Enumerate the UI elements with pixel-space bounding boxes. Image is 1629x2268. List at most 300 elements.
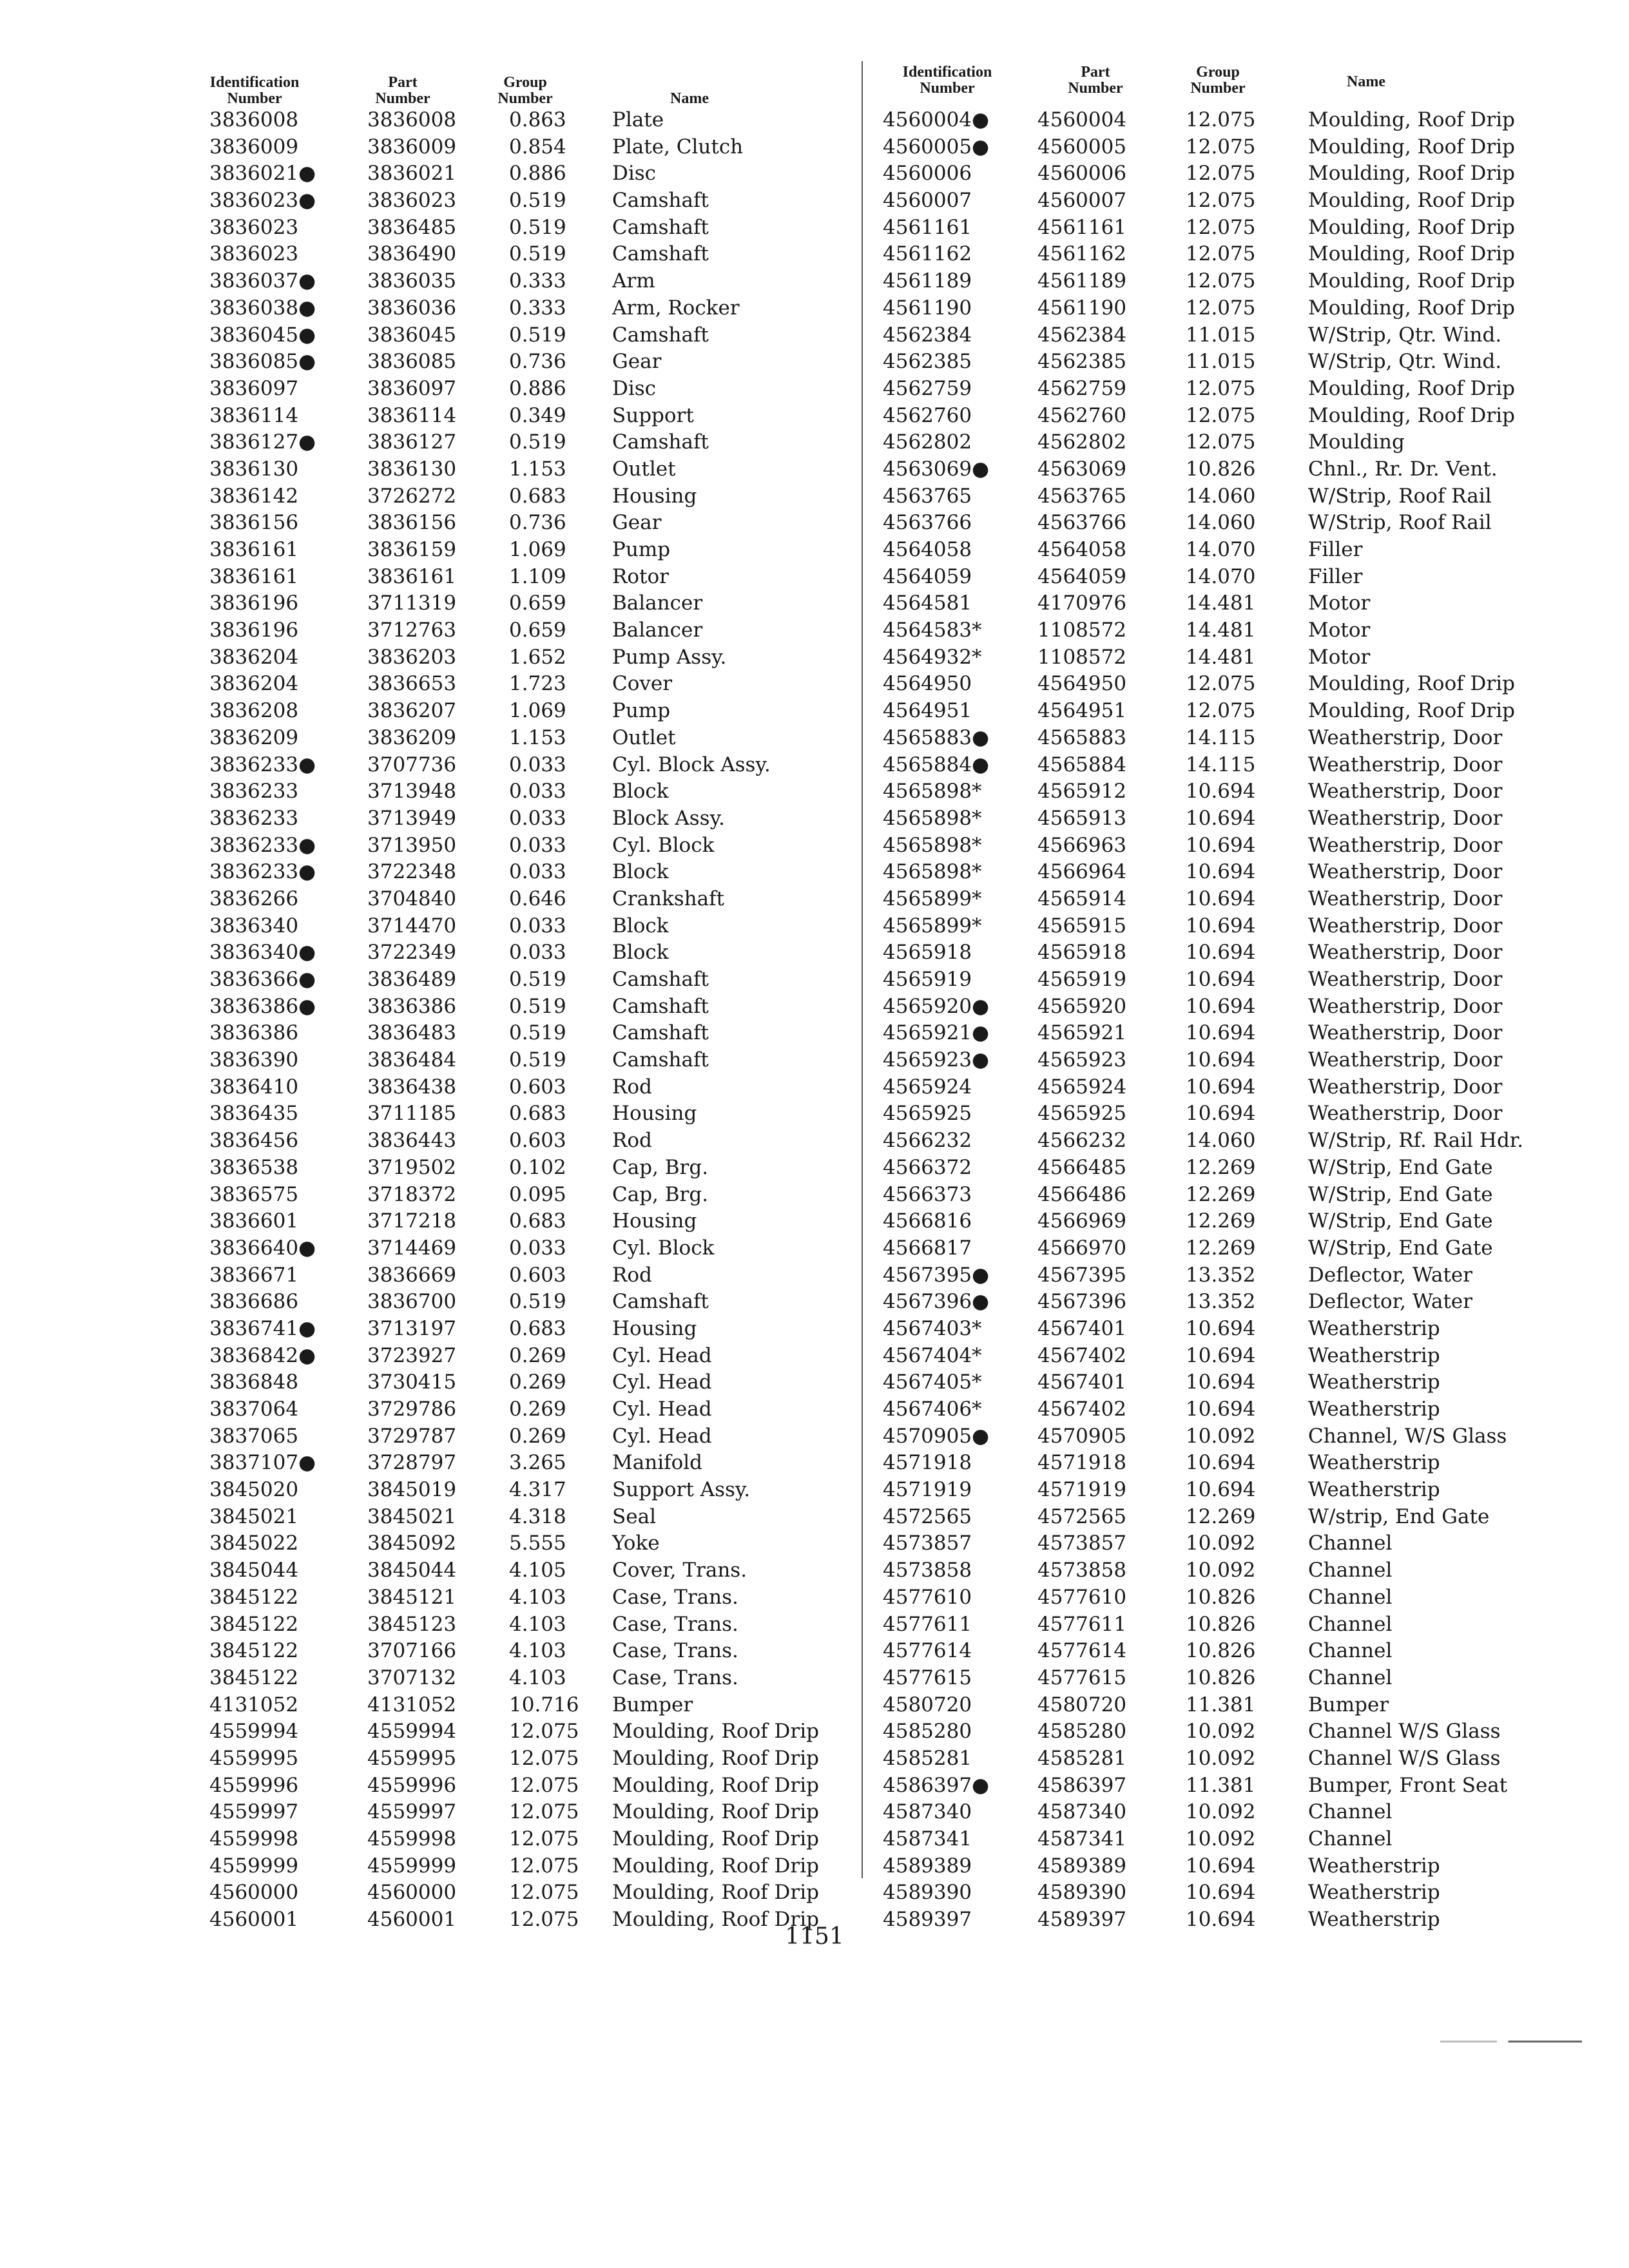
group-number-cell: 14.481 xyxy=(1186,591,1256,615)
table-row xyxy=(876,886,1585,913)
part-name-cell: Case, Trans. xyxy=(612,1585,738,1609)
part-name-cell: Outlet xyxy=(612,457,676,481)
part-name-cell: Weatherstrip xyxy=(1308,1343,1440,1367)
group-number-cell: 0.102 xyxy=(509,1155,566,1179)
part-name-cell: Bumper xyxy=(1308,1693,1389,1716)
table-row xyxy=(876,1208,1585,1235)
part-number-cell: 4585280 xyxy=(1037,1720,1127,1744)
part-number-cell: 4560006 xyxy=(1037,162,1127,186)
part-name-cell: Weatherstrip, Door xyxy=(1308,941,1503,965)
part-name-cell: Rod xyxy=(612,1075,652,1099)
group-number-cell: 10.694 xyxy=(1186,806,1256,830)
part-name-cell: Housing xyxy=(612,484,697,508)
group-number-cell: 10.694 xyxy=(1186,1343,1256,1367)
table-row xyxy=(180,429,857,456)
part-number-cell: 3726272 xyxy=(367,484,457,508)
group-number-cell: 4.103 xyxy=(509,1612,566,1636)
id-number-cell: 4565898* xyxy=(883,780,982,803)
part-name-cell: Balancer xyxy=(612,619,703,642)
part-number-cell: 3704840 xyxy=(367,887,457,910)
part-number-cell: 4566486 xyxy=(1037,1182,1127,1206)
group-number-cell: 0.033 xyxy=(509,860,566,884)
id-number-cell: 4561190 xyxy=(883,296,972,320)
table-row xyxy=(180,322,857,349)
part-number-cell: 4567401 xyxy=(1037,1316,1127,1340)
table-row xyxy=(876,617,1585,644)
part-number-cell: 4577611 xyxy=(1037,1612,1127,1636)
id-number-cell: 3836142 xyxy=(209,484,299,508)
group-number-cell: 12.075 xyxy=(1186,376,1256,400)
part-number-cell: 4565912 xyxy=(1037,780,1127,803)
table-row xyxy=(876,160,1585,187)
part-name-cell: Weatherstrip xyxy=(1308,1370,1440,1394)
group-number-cell: 0.886 xyxy=(509,376,566,400)
table-row xyxy=(180,1530,857,1557)
part-name-cell: Deflector, Water xyxy=(1308,1263,1473,1287)
part-name-cell: W/Strip, End Gate xyxy=(1308,1182,1493,1206)
id-number-cell: 3837064 xyxy=(209,1398,299,1421)
table-row xyxy=(876,376,1585,403)
table-row xyxy=(180,752,857,779)
group-number-cell: 11.381 xyxy=(1186,1693,1256,1716)
id-number-cell: 4566817 xyxy=(883,1236,972,1260)
part-name-cell: Deflector, Water xyxy=(1308,1290,1473,1314)
id-number-cell: 3836037● xyxy=(209,269,316,293)
part-number-cell: 4564058 xyxy=(1037,538,1127,561)
group-number-cell: 0.659 xyxy=(509,619,566,642)
group-number-cell: 0.646 xyxy=(509,887,566,910)
part-number-cell: 4566970 xyxy=(1037,1236,1127,1260)
table-row xyxy=(180,1316,857,1343)
group-number-cell: 0.519 xyxy=(509,189,566,213)
id-number-cell: 4559995 xyxy=(209,1746,299,1770)
group-number-cell: 4.105 xyxy=(509,1559,566,1582)
group-number-cell: 12.075 xyxy=(1186,699,1256,723)
part-number-cell: 4577614 xyxy=(1037,1639,1127,1663)
id-number-cell: 3836045● xyxy=(209,323,316,347)
table-row xyxy=(876,215,1585,242)
group-number-cell: 0.033 xyxy=(509,1236,566,1260)
table-row xyxy=(876,134,1585,161)
part-number-cell: 3845092 xyxy=(367,1532,457,1555)
group-number-cell: 10.694 xyxy=(1186,1075,1256,1099)
part-name-cell: Weatherstrip, Door xyxy=(1308,1102,1503,1126)
id-number-cell: 3845122 xyxy=(209,1666,299,1689)
group-number-cell: 0.033 xyxy=(509,806,566,830)
table-row xyxy=(180,617,857,644)
part-number-cell: 4561161 xyxy=(1037,215,1127,239)
id-number-cell: 3836390 xyxy=(209,1048,299,1072)
part-number-cell: 4589389 xyxy=(1037,1854,1127,1878)
part-number-cell: 3836114 xyxy=(367,403,457,427)
id-number-cell: 3845122 xyxy=(209,1612,299,1636)
id-number-cell: 4589390 xyxy=(883,1881,972,1905)
group-number-cell: 1.652 xyxy=(509,645,566,669)
part-name-cell: Weatherstrip xyxy=(1308,1908,1440,1932)
id-number-cell: 3836575 xyxy=(209,1182,299,1206)
name-header: Name xyxy=(670,90,709,107)
part-name-cell: Seal xyxy=(612,1504,656,1528)
group-number-cell: 12.075 xyxy=(509,1827,579,1850)
id-number-cell: 4560004● xyxy=(883,108,990,131)
table-row xyxy=(876,1316,1585,1343)
part-number-cell: 4571918 xyxy=(1037,1451,1127,1475)
part-number-cell: 4565883 xyxy=(1037,726,1127,749)
table-row xyxy=(180,994,857,1021)
id-number-cell: 3845122 xyxy=(209,1585,299,1609)
part-number-cell: 3712763 xyxy=(367,619,457,642)
id-number-cell: 4563766 xyxy=(883,511,972,535)
id-number-cell: 3836741● xyxy=(209,1316,316,1340)
part-number-cell: 3722348 xyxy=(367,860,457,884)
id-number-cell: 4580720 xyxy=(883,1693,972,1716)
id-number-cell: 3836021● xyxy=(209,162,316,186)
part-name-cell: W/Strip, End Gate xyxy=(1308,1155,1493,1179)
group-number-cell: 1.069 xyxy=(509,538,566,561)
group-number-cell: 0.603 xyxy=(509,1263,566,1287)
part-name-cell: Weatherstrip, Door xyxy=(1308,833,1503,857)
part-number-cell: 4559994 xyxy=(367,1720,457,1744)
id-number-cell: 4561162 xyxy=(883,242,972,266)
id-number-cell: 3836640● xyxy=(209,1236,316,1260)
part-name-cell: Camshaft xyxy=(612,968,709,991)
group-number-cell: 12.075 xyxy=(1186,189,1256,213)
part-name-cell: Camshaft xyxy=(612,994,709,1018)
table-row xyxy=(180,644,857,671)
part-name-cell: W/Strip, Roof Rail xyxy=(1308,484,1492,508)
id-number-cell: 4560000 xyxy=(209,1881,299,1905)
part-name-cell: Camshaft xyxy=(612,430,709,454)
part-name-cell: Weatherstrip xyxy=(1308,1881,1440,1905)
part-number-cell: 3836097 xyxy=(367,376,457,400)
id-number-cell: 4589397 xyxy=(883,1908,972,1932)
id-number-cell: 4567403* xyxy=(883,1316,982,1340)
table-row xyxy=(180,1128,857,1155)
id-number-cell: 4587341 xyxy=(883,1827,972,1850)
part-name-cell: Weatherstrip, Door xyxy=(1308,887,1503,910)
part-number-cell: 4571919 xyxy=(1037,1478,1127,1502)
group-number-header: Group Number xyxy=(497,74,553,107)
group-number-cell: 0.683 xyxy=(509,484,566,508)
part-name-cell: Plate xyxy=(612,108,664,131)
part-name-cell: Weatherstrip, Door xyxy=(1308,994,1503,1018)
table-row xyxy=(876,752,1585,779)
part-number-cell: 4567395 xyxy=(1037,1263,1127,1287)
column-divider xyxy=(862,61,863,1878)
id-number-cell: 4567405* xyxy=(883,1370,982,1394)
part-number-cell: 3729786 xyxy=(367,1398,457,1421)
part-name-cell: Camshaft xyxy=(612,242,709,266)
table-row xyxy=(180,1745,857,1773)
group-number-cell: 10.694 xyxy=(1186,1048,1256,1072)
id-number-cell: 4561161 xyxy=(883,215,972,239)
part-number-cell: 4562760 xyxy=(1037,403,1127,427)
part-name-cell: Bumper xyxy=(612,1693,693,1716)
group-number-cell: 0.349 xyxy=(509,403,566,427)
part-name-cell: Weatherstrip xyxy=(1308,1451,1440,1475)
part-number-cell: 3836159 xyxy=(367,538,457,561)
part-number-cell: 3836438 xyxy=(367,1075,457,1099)
part-name-cell: Moulding, Roof Drip xyxy=(1308,242,1515,266)
part-number-cell: 4570905 xyxy=(1037,1424,1127,1448)
part-number-cell: 3845021 xyxy=(367,1504,457,1528)
part-number-cell: 4561189 xyxy=(1037,269,1127,293)
table-row xyxy=(876,1423,1585,1450)
part-name-cell: Moulding, Roof Drip xyxy=(1308,403,1515,427)
group-number-cell: 12.075 xyxy=(509,1881,579,1905)
part-number-cell: 3714470 xyxy=(367,914,457,937)
table-row xyxy=(876,1611,1585,1639)
id-number-cell: 4586397● xyxy=(883,1773,990,1797)
id-number-cell: 3845020 xyxy=(209,1478,299,1502)
id-number-cell: 3836008 xyxy=(209,108,299,131)
part-number-cell: 3836023 xyxy=(367,189,457,213)
part-number-cell: 3711185 xyxy=(367,1102,457,1126)
part-name-cell: Case, Trans. xyxy=(612,1666,738,1689)
part-number-cell: 3718372 xyxy=(367,1182,457,1206)
group-number-cell: 0.683 xyxy=(509,1209,566,1233)
group-number-cell: 10.694 xyxy=(1186,914,1256,937)
group-number-cell: 12.075 xyxy=(509,1854,579,1878)
table-row xyxy=(876,1100,1585,1128)
table-row xyxy=(876,1128,1585,1155)
id-number-cell: 3836366● xyxy=(209,968,316,991)
table-row xyxy=(876,1477,1585,1504)
id-number-cell: 4562760 xyxy=(883,403,972,427)
part-name-cell: Weatherstrip, Door xyxy=(1308,968,1503,991)
part-name-cell: Gear xyxy=(612,511,662,535)
part-name-cell: Block xyxy=(612,780,669,803)
part-number-cell: 4561162 xyxy=(1037,242,1127,266)
table-row xyxy=(876,1530,1585,1557)
part-name-cell: Weatherstrip, Door xyxy=(1308,753,1503,776)
group-number-cell: 12.075 xyxy=(1186,430,1256,454)
id-number-cell: 3836386● xyxy=(209,994,316,1018)
part-number-cell: 4131052 xyxy=(367,1693,457,1716)
table-row xyxy=(180,1718,857,1745)
table-row xyxy=(180,1477,857,1504)
group-number-cell: 10.694 xyxy=(1186,833,1256,857)
table-row xyxy=(180,1396,857,1423)
part-name-cell: Moulding, Roof Drip xyxy=(1308,135,1515,159)
id-number-cell: 4560001 xyxy=(209,1908,299,1932)
id-number-cell: 3836196 xyxy=(209,619,299,642)
id-number-cell: 3836196 xyxy=(209,591,299,615)
part-number-cell: 4565921 xyxy=(1037,1021,1127,1045)
part-name-cell: Moulding, Roof Drip xyxy=(612,1854,819,1878)
group-number-cell: 12.075 xyxy=(1186,162,1256,186)
part-name-cell: Channel xyxy=(1308,1666,1393,1689)
part-name-cell: Weatherstrip, Door xyxy=(1308,1075,1503,1099)
group-number-cell: 10.694 xyxy=(1186,1908,1256,1932)
part-number-cell: 4563069 xyxy=(1037,457,1127,481)
part-name-cell: Filler xyxy=(1308,564,1363,588)
part-name-cell: Disc xyxy=(612,162,657,186)
part-number-cell: 4566485 xyxy=(1037,1155,1127,1179)
id-number-cell: 4563765 xyxy=(883,484,972,508)
part-name-cell: Moulding, Roof Drip xyxy=(1308,672,1515,696)
part-number-cell: 3719502 xyxy=(367,1155,457,1179)
group-number-cell: 1.723 xyxy=(509,672,566,696)
table-row xyxy=(876,698,1585,725)
table-row xyxy=(180,1773,857,1800)
group-number-cell: 10.694 xyxy=(1186,1316,1256,1340)
id-number-cell: 3836156 xyxy=(209,511,299,535)
table-row xyxy=(180,456,857,483)
part-name-cell: Camshaft xyxy=(612,1048,709,1072)
part-name-cell: Housing xyxy=(612,1209,697,1233)
id-number-cell: 3836209 xyxy=(209,726,299,749)
id-number-cell: 4565920● xyxy=(883,994,990,1018)
id-number-cell: 3836023● xyxy=(209,189,316,213)
group-number-cell: 1.153 xyxy=(509,726,566,749)
id-number-cell: 4573857 xyxy=(883,1532,972,1555)
group-number-cell: 10.826 xyxy=(1186,1612,1256,1636)
id-number-cell: 4571919 xyxy=(883,1478,972,1502)
group-number-cell: 10.694 xyxy=(1186,941,1256,965)
part-name-cell: Channel W/S Glass xyxy=(1308,1720,1501,1744)
part-number-cell: 4559997 xyxy=(367,1800,457,1824)
id-number-cell: 3836410 xyxy=(209,1075,299,1099)
part-number-cell: 3836386 xyxy=(367,994,457,1018)
table-row xyxy=(180,349,857,376)
part-name-cell: W/Strip, Qtr. Wind. xyxy=(1308,350,1502,374)
id-number-cell: 3836085● xyxy=(209,350,316,374)
part-name-cell: Weatherstrip, Door xyxy=(1308,806,1503,830)
name-header: Name xyxy=(1347,73,1385,90)
table-row xyxy=(876,429,1585,456)
part-number-cell: 4567402 xyxy=(1037,1343,1127,1367)
table-row xyxy=(180,1879,857,1907)
table-row xyxy=(876,1584,1585,1611)
part-name-cell: Channel xyxy=(1308,1612,1393,1636)
group-number-cell: 0.269 xyxy=(509,1424,566,1448)
table-row xyxy=(876,1665,1585,1692)
part-name-cell: Block xyxy=(612,860,669,884)
id-number-cell: 4564932* xyxy=(883,645,982,669)
part-name-cell: Manifold xyxy=(612,1451,702,1475)
group-number-cell: 11.015 xyxy=(1186,350,1256,374)
part-number-cell: 3713949 xyxy=(367,806,457,830)
part-number-cell: 4573858 xyxy=(1037,1559,1127,1582)
id-number-cell: 4565921● xyxy=(883,1021,990,1045)
table-row xyxy=(876,1074,1585,1101)
part-name-cell: Camshaft xyxy=(612,215,709,239)
group-number-cell: 14.481 xyxy=(1186,619,1256,642)
table-row xyxy=(876,1369,1585,1396)
group-number-cell: 10.092 xyxy=(1186,1559,1256,1582)
id-number-cell: 4562759 xyxy=(883,376,972,400)
group-number-cell: 12.075 xyxy=(1186,135,1256,159)
part-number-cell: 4589397 xyxy=(1037,1908,1127,1932)
table-row xyxy=(180,1665,857,1692)
right-parts-table xyxy=(876,107,1585,1934)
table-row xyxy=(876,1020,1585,1047)
part-name-cell: Gear xyxy=(612,350,662,374)
id-number-cell: 3836233● xyxy=(209,833,316,857)
part-number-cell: 4566232 xyxy=(1037,1129,1127,1153)
part-number-cell: 4564950 xyxy=(1037,672,1127,696)
table-row xyxy=(876,1826,1585,1853)
id-number-cell: 3836266 xyxy=(209,887,299,910)
id-number-cell: 4564581 xyxy=(883,591,972,615)
part-number-cell: 4560007 xyxy=(1037,189,1127,213)
table-row xyxy=(180,1343,857,1370)
part-number-cell: 4565920 xyxy=(1037,994,1127,1018)
part-number-cell: 3836045 xyxy=(367,323,457,347)
table-row xyxy=(876,322,1585,349)
part-name-cell: Channel, W/S Glass xyxy=(1308,1424,1507,1448)
part-number-cell: 3836008 xyxy=(367,108,457,131)
id-number-cell: 4567395● xyxy=(883,1263,990,1287)
table-row xyxy=(876,1047,1585,1074)
left-parts-table xyxy=(180,107,857,1934)
group-number-cell: 12.075 xyxy=(1186,108,1256,131)
table-row xyxy=(876,107,1585,134)
group-number-cell: 10.716 xyxy=(509,1693,579,1716)
part-name-cell: Weatherstrip xyxy=(1308,1398,1440,1421)
table-row xyxy=(876,564,1585,591)
table-row xyxy=(180,134,857,161)
part-number-cell: 4567401 xyxy=(1037,1370,1127,1394)
group-number-cell: 14.481 xyxy=(1186,645,1256,669)
part-name-cell: Cap, Brg. xyxy=(612,1182,709,1206)
id-number-cell: 4573858 xyxy=(883,1559,972,1582)
part-number-cell: 3845044 xyxy=(367,1559,457,1582)
id-number-cell: 3836601 xyxy=(209,1209,299,1233)
group-number-cell: 12.075 xyxy=(1186,296,1256,320)
group-number-cell: 4.103 xyxy=(509,1639,566,1663)
group-number-cell: 0.519 xyxy=(509,430,566,454)
group-number-cell: 1.153 xyxy=(509,457,566,481)
group-number-cell: 12.075 xyxy=(1186,403,1256,427)
part-number-cell: 3836130 xyxy=(367,457,457,481)
id-number-cell: 4566372 xyxy=(883,1155,972,1179)
table-row xyxy=(180,832,857,860)
id-number-cell: 4567404* xyxy=(883,1343,982,1367)
id-number-cell: 4559994 xyxy=(209,1720,299,1744)
table-row xyxy=(876,1879,1585,1907)
part-name-cell: Moulding, Roof Drip xyxy=(1308,296,1515,320)
part-name-cell: Bumper, Front Seat xyxy=(1308,1773,1508,1797)
id-number-cell: 3837107● xyxy=(209,1451,316,1475)
part-name-cell: Moulding, Roof Drip xyxy=(612,1827,819,1850)
group-number-cell: 0.603 xyxy=(509,1075,566,1099)
part-name-cell: Moulding, Roof Drip xyxy=(612,1746,819,1770)
group-number-cell: 0.519 xyxy=(509,1021,566,1045)
part-name-cell: Pump Assy. xyxy=(612,645,727,669)
part-name-cell: Camshaft xyxy=(612,1290,709,1314)
table-row xyxy=(180,805,857,832)
part-number-cell: 3713950 xyxy=(367,833,457,857)
table-row xyxy=(876,1155,1585,1182)
part-name-cell: Housing xyxy=(612,1316,697,1340)
id-number-cell: 3836161 xyxy=(209,538,299,561)
part-name-cell: Cyl. Head xyxy=(612,1424,712,1448)
id-number-cell: 4565884● xyxy=(883,753,990,776)
table-row xyxy=(180,403,857,430)
part-number-header: Part Number xyxy=(375,74,430,107)
part-number-cell: 3836669 xyxy=(367,1263,457,1287)
id-number-cell: 4565925 xyxy=(883,1102,972,1126)
part-name-cell: Moulding, Roof Drip xyxy=(612,1773,819,1797)
table-row xyxy=(876,1745,1585,1773)
group-number-cell: 10.092 xyxy=(1186,1424,1256,1448)
part-number-cell: 3836653 xyxy=(367,672,457,696)
part-number-cell: 3836009 xyxy=(367,135,457,159)
table-row xyxy=(180,1208,857,1235)
part-name-cell: Moulding, Roof Drip xyxy=(1308,699,1515,723)
